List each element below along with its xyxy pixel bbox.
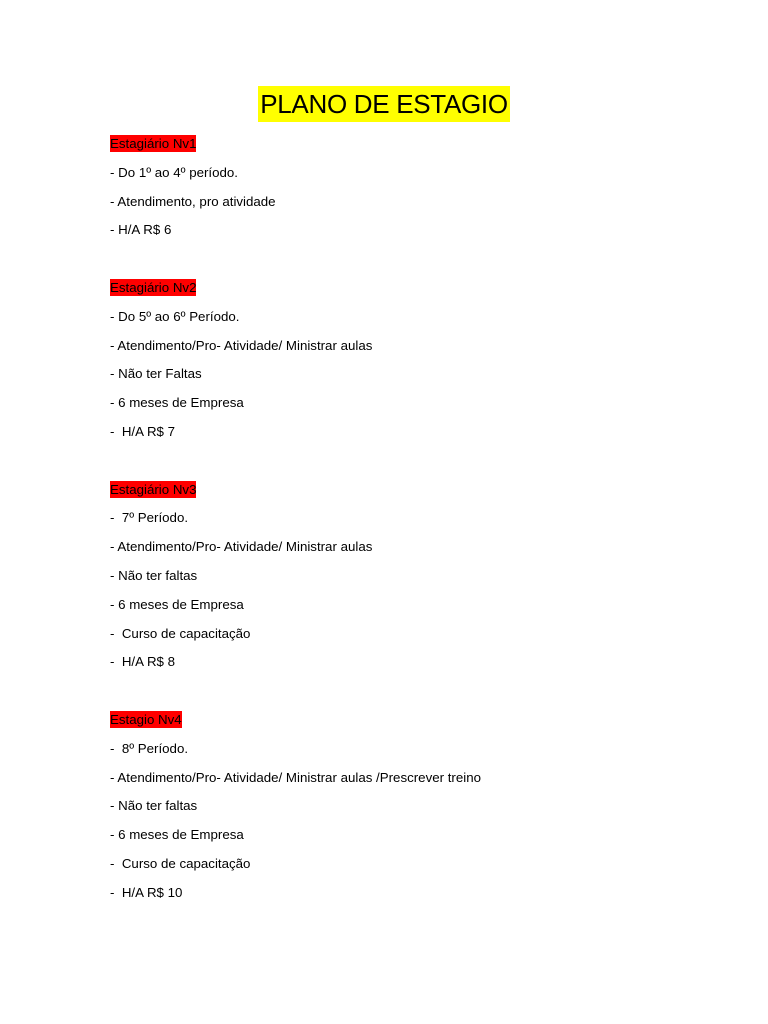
list-item: - Atendimento/Pro- Atividade/ Ministrar aulas /Prescrever treino [110, 769, 481, 785]
section-heading [110, 706, 481, 735]
list-item: - 6 meses de Empresa [110, 827, 244, 843]
list-item: - Curso de capacitação [110, 855, 251, 871]
list-item: - H/A R$ 7 [110, 423, 176, 439]
section-level-3 [110, 476, 481, 678]
section-level-1 [110, 130, 481, 245]
list-item: - Atendimento/Pro- Atividade/ Ministrar aulas [110, 337, 373, 353]
title-container [0, 86, 768, 122]
document-body [110, 130, 481, 908]
list-item: - Do 1º ao 4º período. [110, 164, 238, 180]
list-item: - Do 5º ao 6º Período. [110, 308, 240, 324]
list-item: - Atendimento/Pro- Atividade/ Ministrar aulas [110, 539, 373, 555]
section-level-4 [110, 706, 481, 908]
section-heading-text: Estagiário Nv2 [110, 279, 197, 295]
list-item: - 6 meses de Empresa [110, 395, 244, 411]
section-heading [110, 274, 481, 303]
list-item: - 8º Período. [110, 740, 189, 756]
section-spacer [110, 447, 481, 476]
section-spacer [110, 677, 481, 706]
section-heading [110, 476, 481, 505]
list-item: - Atendimento, pro atividade [110, 193, 276, 209]
list-item: - Não ter faltas [110, 798, 198, 814]
section-heading-text: Estagiário Nv3 [110, 481, 197, 497]
page-title: PLANO DE ESTAGIO [258, 86, 510, 122]
section-level-2 [110, 274, 481, 447]
list-item: - 6 meses de Empresa [110, 596, 244, 612]
list-item: - H/A R$ 10 [110, 884, 183, 900]
list-item: - Curso de capacitação [110, 625, 251, 641]
list-item: - Não ter faltas [110, 567, 198, 583]
section-heading-text: Estagiário Nv1 [110, 136, 197, 151]
list-item: - H/A R$ 6 [110, 222, 172, 238]
section-spacer [110, 245, 481, 274]
section-heading [110, 130, 481, 159]
list-item: - 7º Período. [110, 510, 189, 526]
list-item: - H/A R$ 8 [110, 654, 176, 670]
list-item: - Não ter Faltas [110, 366, 202, 382]
section-heading-text: Estagio Nv4 [110, 711, 182, 727]
